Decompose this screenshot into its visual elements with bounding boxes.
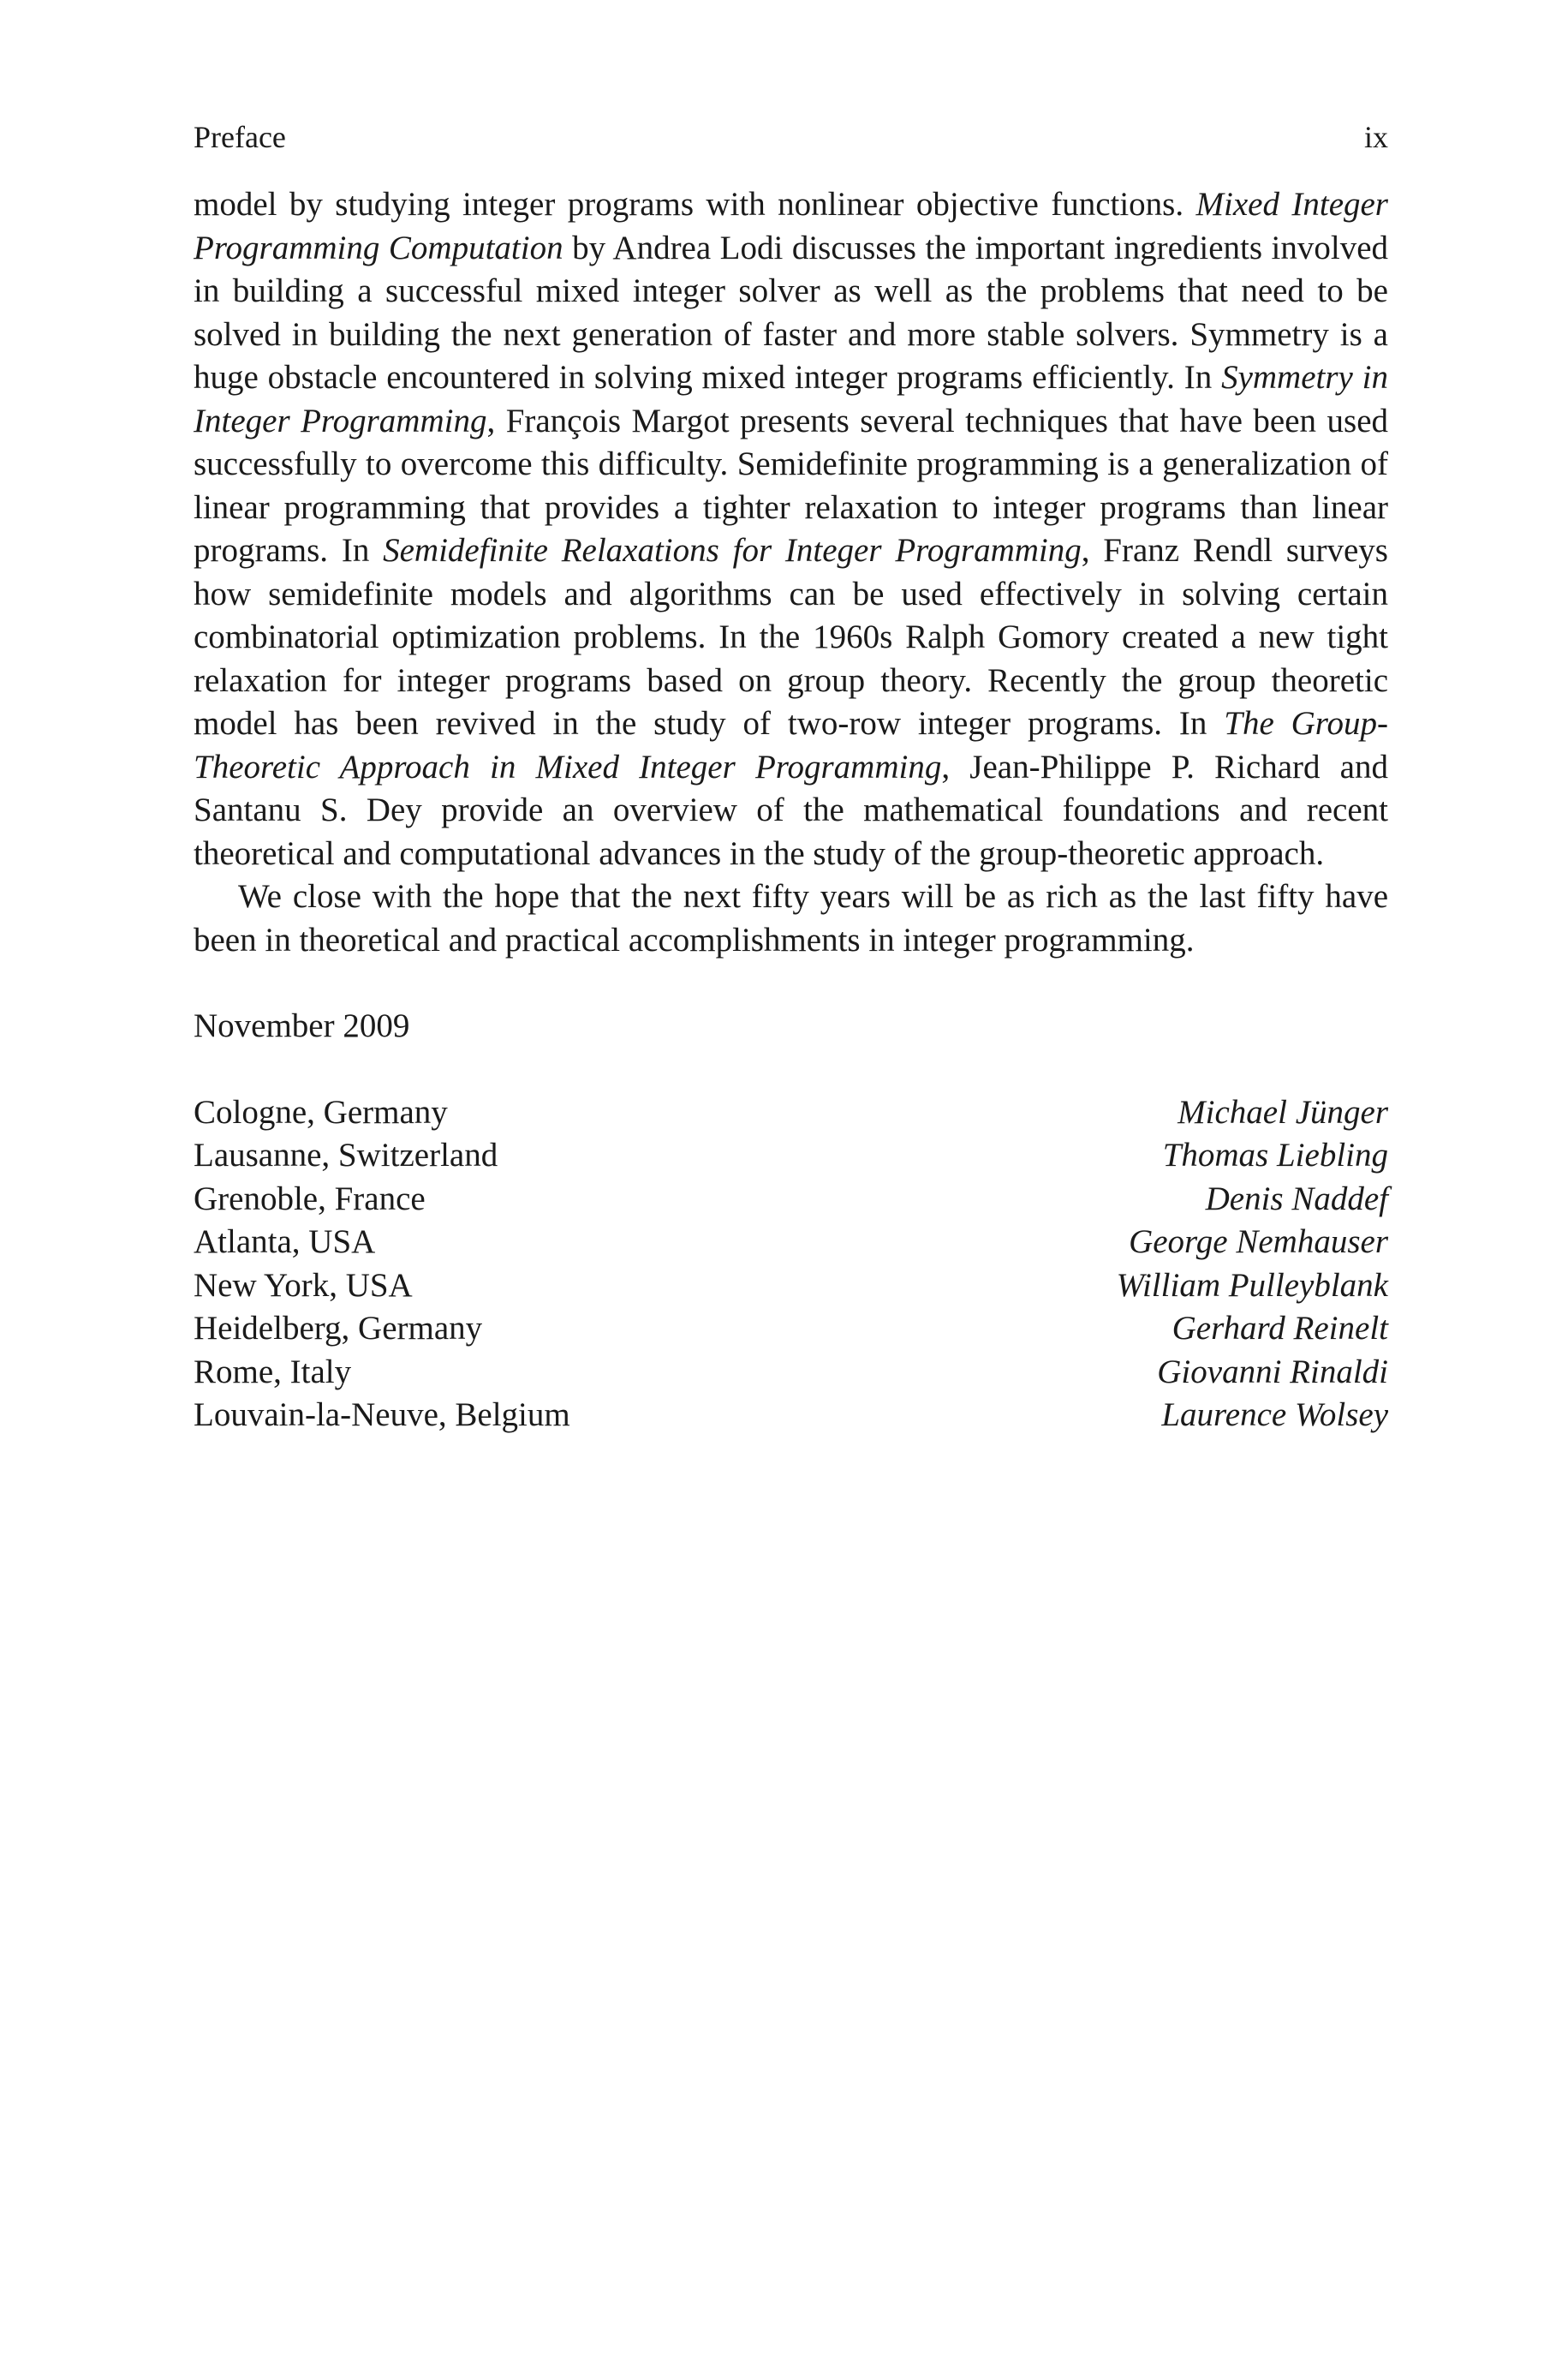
preface-body	[194, 183, 1388, 962]
text-segment: , Jean-Philippe P. Richard and Santanu S. Dey provide an overview of the mathematical foundations and recent theoretical and computational advances in the study of the group-theoretic approach.	[194, 748, 1388, 872]
signatory-name: Michael Jünger	[1177, 1093, 1388, 1131]
signature-row	[194, 1264, 1388, 1308]
preface-date: November 2009	[194, 1007, 410, 1044]
chapter-title: Mixed Integer Programming Computation	[194, 186, 1388, 266]
signatory-place: Atlanta, USA	[194, 1223, 376, 1260]
signatory-name: Giovanni Rinaldi	[1157, 1353, 1388, 1390]
signature-row	[194, 1351, 1388, 1395]
signatory-name: Denis Naddef	[1205, 1180, 1388, 1217]
signatory-place: New York, USA	[194, 1266, 413, 1304]
signatory-place: Cologne, Germany	[194, 1093, 448, 1131]
signatory-name: George Nemhauser	[1129, 1223, 1388, 1260]
signatory-place: Heidelberg, Germany	[194, 1310, 483, 1347]
text-segment: model by studying integer programs with nonlinear objective functions.	[194, 186, 1196, 223]
signature-row	[194, 1394, 1388, 1437]
paragraph-closing: We close with the hope that the next fifty years will be as rich as the last fifty have been in theoretical and practical accomplishments in integer programming.	[194, 878, 1388, 959]
signature-row	[194, 1221, 1388, 1264]
signatory-place: Lausanne, Switzerland	[194, 1137, 498, 1174]
text-segment: by Andrea Lodi discusses the important ingredients involved in building a successful mixed integer solver as well as the problems that need to be solved in building the next generation of faster and more stable solvers. Symmetry is a huge obstacle encountered in solving mixed integer programs efficiently. In	[194, 229, 1389, 396]
signatory-name: William Pulleyblank	[1116, 1266, 1388, 1304]
chapter-title: The Group-Theoretic Approach in Mixed Integer Programming	[194, 705, 1388, 786]
paragraph-contributions	[194, 183, 1388, 875]
book-page	[194, 120, 1388, 1437]
signatory-place: Grenoble, France	[194, 1180, 426, 1217]
signature-row	[194, 1091, 1388, 1135]
signatory-place: Louvain-la-Neuve, Belgium	[194, 1396, 570, 1433]
text-segment: , François Margot presents several techniques that have been used successfully to overcome this difficulty. Semidefinite programming is a generalization of linear programming that provides a tighter relaxation to integer programs than linear programs. In	[194, 402, 1388, 569]
signature-block	[194, 1091, 1388, 1437]
signature-row	[194, 1134, 1388, 1178]
signatory-name: Thomas Liebling	[1162, 1137, 1388, 1174]
signatory-name: Laurence Wolsey	[1161, 1396, 1388, 1433]
text-segment: , Franz Rendl surveys how semidefinite models and algorithms can be used effectively in solving certain combinatorial optimization problems. In the 1960s Ralph Gomory created a new tight relaxation for integer programs based on group theory. Recently the group theoretic model has been revived in the study of two-row integer programs. In	[194, 532, 1388, 742]
signatory-place: Rome, Italy	[194, 1353, 352, 1390]
section-title: Preface	[194, 120, 286, 154]
chapter-title: Semidefinite Relaxations for Integer Programming	[383, 532, 1082, 569]
page-number: ix	[1363, 120, 1388, 154]
chapter-title: Symmetry in Integer Programming	[194, 359, 1389, 439]
signatory-name: Gerhard Reinelt	[1172, 1310, 1388, 1347]
signature-row	[194, 1307, 1388, 1351]
running-head	[194, 120, 1388, 164]
signature-row	[194, 1178, 1388, 1222]
